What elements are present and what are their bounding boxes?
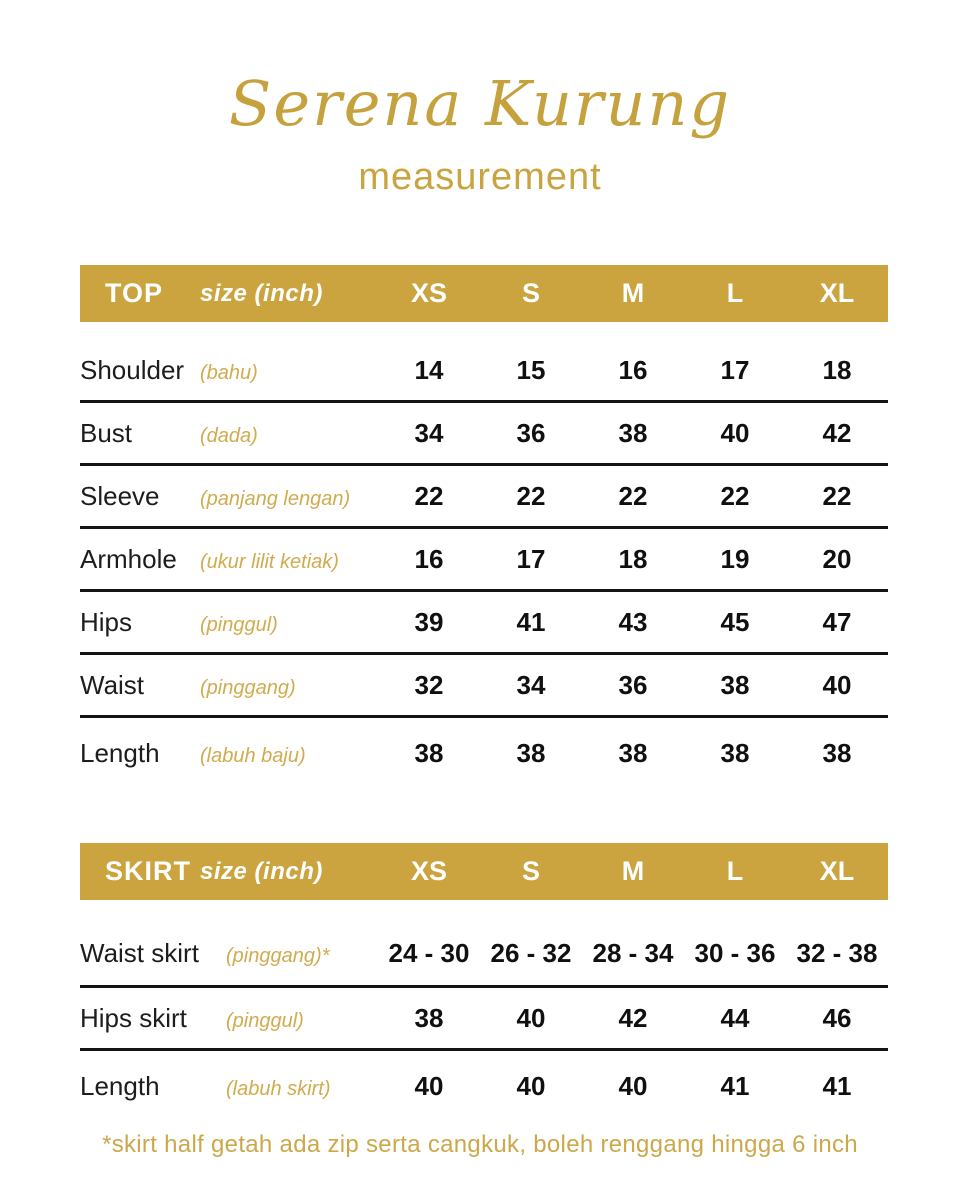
size-value: 38 — [822, 737, 852, 768]
table-row-length — [80, 718, 888, 788]
size-value: 42 — [618, 1002, 648, 1033]
table-header-skirt — [80, 843, 888, 900]
size-value: 20 — [822, 543, 852, 574]
size-value: 34 — [516, 669, 546, 700]
size-value: 45 — [720, 606, 750, 637]
table-row-length-skirt — [80, 1051, 888, 1121]
size-col-s: S — [521, 856, 540, 886]
size-value: 38 — [618, 737, 648, 768]
size-value: 40 — [516, 1002, 546, 1033]
measure-label: Waist — [80, 669, 145, 700]
size-value: 39 — [414, 606, 444, 637]
size-value: 38 — [414, 1002, 444, 1033]
table-row-armhole — [80, 529, 888, 592]
size-value: 47 — [822, 606, 852, 637]
size-value: 40 — [618, 1070, 648, 1101]
size-value: 22 — [720, 480, 750, 511]
size-value: 18 — [822, 354, 852, 385]
size-value: 26 - 32 — [490, 938, 572, 968]
size-value: 32 - 38 — [796, 938, 878, 968]
measure-sublabel: (bahu) — [200, 361, 258, 384]
measure-sublabel: (pinggul) — [200, 613, 278, 636]
measure-sublabel: (dada) — [200, 424, 258, 447]
table-row-sleeve — [80, 466, 888, 529]
size-value: 46 — [822, 1002, 852, 1033]
measure-sublabel: (pinggang) — [200, 676, 296, 699]
measure-sublabel: (labuh skirt) — [226, 1077, 331, 1100]
table-row-hips-skirt — [80, 988, 888, 1051]
measure-sublabel: (labuh baju) — [200, 744, 306, 767]
measure-label: Bust — [80, 417, 133, 448]
size-value: 40 — [414, 1070, 444, 1101]
measure-label: Length — [80, 1070, 160, 1101]
size-value: 34 — [414, 417, 444, 448]
size-col-m: M — [621, 856, 645, 886]
size-value: 44 — [720, 1002, 750, 1033]
size-value: 16 — [414, 543, 444, 574]
size-col-xl: XL — [819, 856, 855, 886]
measure-sublabel: (ukur lilit ketiak) — [200, 550, 339, 573]
page-subtitle: measurement — [358, 156, 602, 198]
table-header-top — [80, 265, 888, 322]
size-value: 41 — [822, 1070, 852, 1101]
size-value: 19 — [720, 543, 750, 574]
size-col-l: L — [726, 278, 744, 308]
size-value: 24 - 30 — [388, 938, 470, 968]
table-row-waist — [80, 655, 888, 718]
size-value: 22 — [414, 480, 444, 511]
size-col-xs: XS — [410, 856, 448, 886]
size-value: 28 - 34 — [592, 938, 674, 968]
size-value: 41 — [720, 1070, 750, 1101]
size-value: 36 — [516, 417, 546, 448]
size-value: 42 — [822, 417, 852, 448]
size-unit-label: size (inch) — [200, 279, 323, 307]
size-value: 38 — [720, 737, 750, 768]
measure-label: Shoulder — [80, 354, 185, 385]
size-value: 43 — [618, 606, 648, 637]
measure-sublabel: (pinggul) — [226, 1009, 304, 1032]
size-value: 14 — [414, 354, 444, 385]
size-col-l: L — [726, 856, 744, 886]
size-col-s: S — [521, 278, 540, 308]
measure-sublabel: (panjang lengan) — [200, 487, 351, 510]
size-col-xs: XS — [410, 278, 448, 308]
size-value: 40 — [720, 417, 750, 448]
size-value: 38 — [618, 417, 648, 448]
size-value: 15 — [516, 354, 546, 385]
size-value: 22 — [822, 480, 852, 511]
size-value: 40 — [822, 669, 852, 700]
page-title: Serena Kurung — [228, 67, 732, 140]
size-value: 30 - 36 — [694, 938, 776, 968]
table-title: TOP — [105, 278, 164, 308]
skirt-footnote: *skirt half getah ada zip serta cangkuk, boleh renggang hingga 6 inch — [102, 1131, 858, 1158]
size-value: 40 — [516, 1070, 546, 1101]
measure-sublabel: (pinggang)* — [226, 945, 330, 967]
size-value: 41 — [516, 606, 546, 637]
size-value: 38 — [516, 737, 546, 768]
measure-label: Hips — [80, 606, 133, 637]
size-value: 38 — [720, 669, 750, 700]
table-row-shoulder — [80, 322, 888, 403]
measure-label: Hips skirt — [80, 1002, 187, 1033]
measure-label: Length — [80, 737, 160, 768]
size-value: 32 — [414, 669, 444, 700]
table-row-bust — [80, 403, 888, 466]
measure-label: Sleeve — [80, 480, 160, 511]
size-unit-label: size (inch) — [200, 857, 323, 885]
size-col-m: M — [621, 278, 645, 308]
size-value: 17 — [516, 543, 546, 574]
table-row-hips — [80, 592, 888, 655]
size-value: 22 — [618, 480, 648, 511]
table-title: SKIRT — [105, 856, 191, 886]
size-value: 22 — [516, 480, 546, 511]
size-chart-top — [80, 265, 888, 788]
size-value: 38 — [414, 737, 444, 768]
measure-label: Waist skirt — [80, 938, 199, 968]
size-value: 18 — [618, 543, 648, 574]
size-col-xl: XL — [819, 278, 855, 308]
measure-label: Armhole — [80, 543, 177, 574]
size-value: 17 — [720, 354, 750, 385]
size-chart-skirt — [80, 843, 888, 1121]
size-value: 16 — [618, 354, 648, 385]
size-value: 36 — [618, 669, 648, 700]
table-row-waist-skirt — [80, 900, 888, 988]
